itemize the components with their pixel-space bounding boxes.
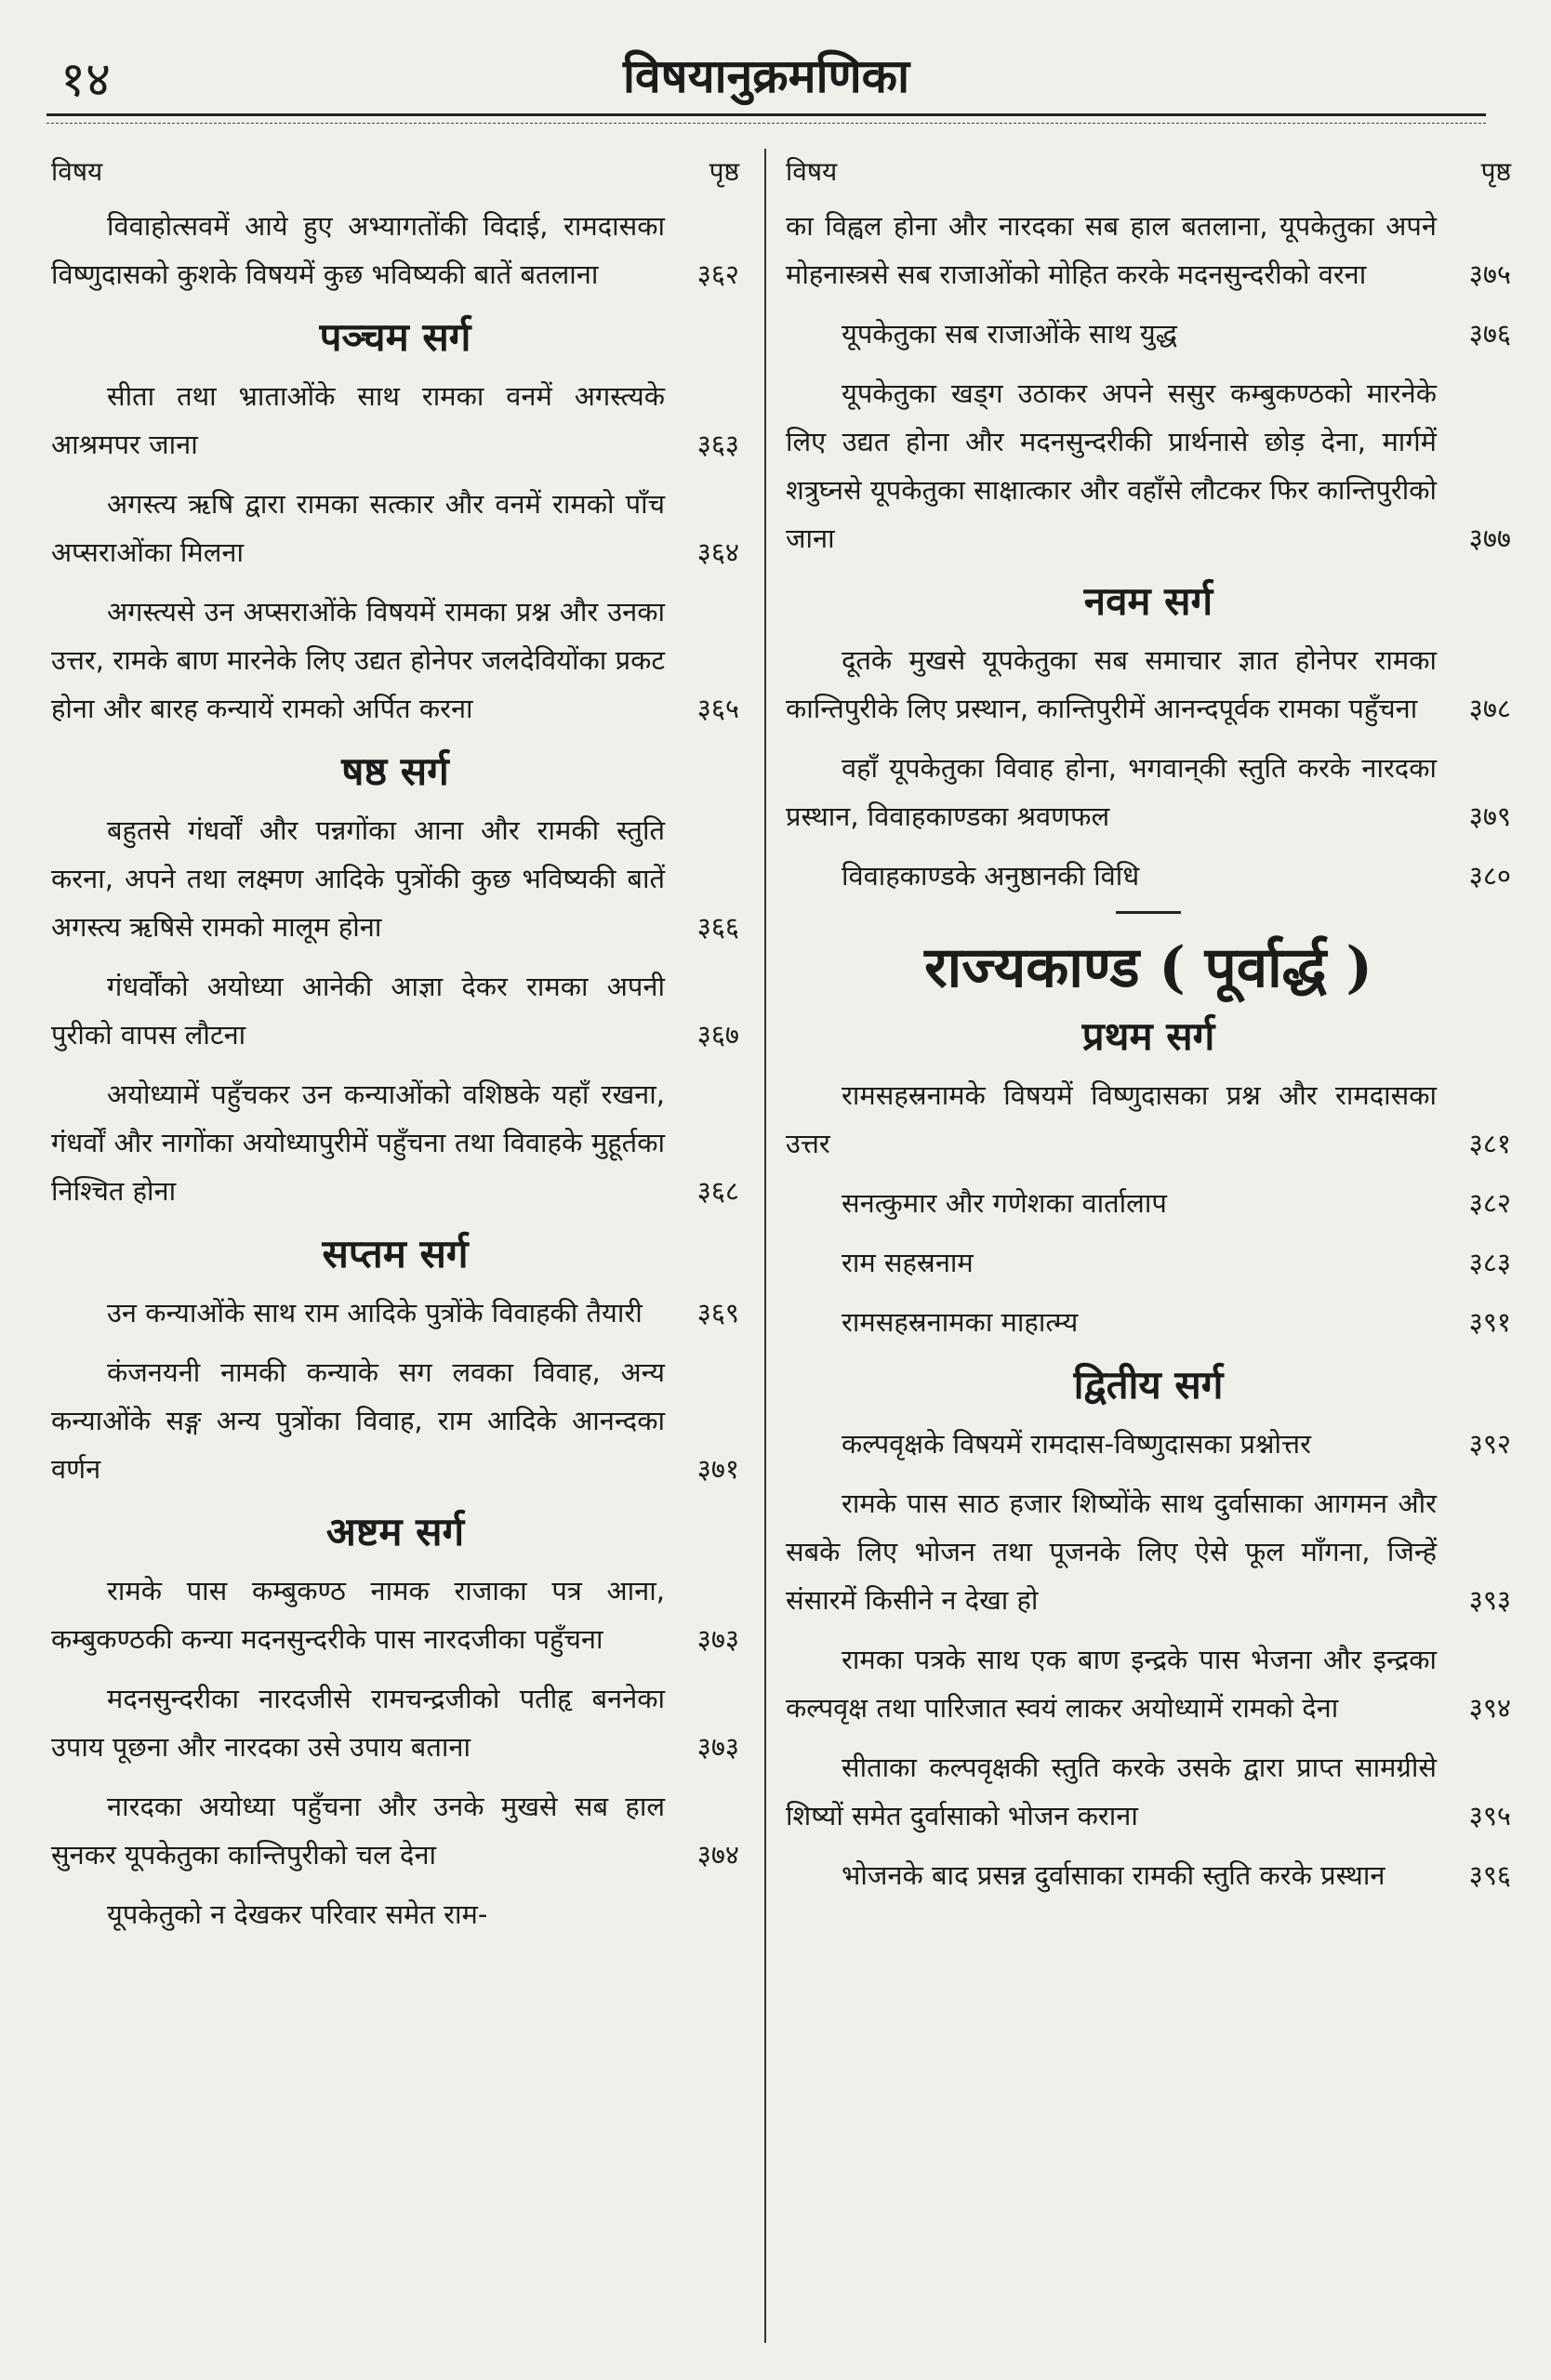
- page-title: विषयानुक्रमणिका: [622, 48, 910, 103]
- entry-text: विवाहकाण्डके अनुष्ठानकी विधि: [842, 860, 1140, 892]
- right-column-header: [786, 153, 1511, 189]
- toc-entry: [786, 202, 1511, 298]
- column-divider: [764, 149, 766, 2343]
- entry-page: ३८३: [1468, 1247, 1511, 1278]
- section-title: पञ्चम सर्ग: [319, 314, 471, 360]
- entry-text: वहाँ यूपकेतुका विवाह होना, भगवान्‌की स्तुति करके नारदका प्रस्थान, विवाहकाण्डका श्रवणफल: [786, 752, 1437, 832]
- entry-page: ३९३: [1468, 1584, 1511, 1616]
- entry-page: ३६९: [696, 1297, 739, 1329]
- entry-text: सीताका कल्पवृक्षकी स्तुति करके उसके द्वारा प्राप्त सामग्रीसे शिष्यों समेत दुर्वासाको भोजन कराना: [786, 1752, 1437, 1831]
- left-column-header: [51, 153, 739, 189]
- toc-entry: [51, 1070, 739, 1215]
- entry-text: सनत्कुमार और गणेशका वार्तालाप: [842, 1187, 1167, 1219]
- entry-text: बहुतसे गंधर्वों और पन्नगोंका आना और रामकी स्तुति करना, अपने तथा लक्ष्मण आदिके पुत्रोंकी कुछ भविष्यकी बातें अगस्त्य ऋषिसे रामको मालूम होना: [51, 814, 665, 943]
- entry-page: ३७३: [696, 1623, 739, 1655]
- toc-entry: [786, 744, 1511, 840]
- toc-entry: [786, 1071, 1511, 1168]
- entry-text: भोजनके बाद प्रसन्न दुर्वासाका रामकी स्तुति करके प्रस्थान: [842, 1859, 1385, 1891]
- entry-page: ३७३: [696, 1731, 739, 1763]
- entry-page: ३६३: [696, 429, 739, 460]
- entry-text: रामके पास कम्बुकण्ठ नामक राजाका पत्र आना, कम्बुकण्ठकी कन्या मदनसुन्दरीके पास नारदजीका पहुँचना: [51, 1575, 665, 1655]
- page-number: १४: [60, 52, 112, 108]
- section-title: सप्तम सर्ग: [322, 1231, 469, 1276]
- toc-entry: [786, 1635, 1511, 1732]
- right-column: [786, 153, 1511, 2343]
- toc-entry: [786, 852, 1511, 900]
- entry-text: कंजनयनी नामकी कन्याके सग लवका विवाह, अन्य कन्याओंके सङ्ग अन्य पुत्रोंका विवाह, राम आदिके आनन्दका वर्णन: [51, 1356, 665, 1485]
- toc-entry: [51, 1567, 739, 1663]
- header-rule-dashed: [46, 123, 1486, 124]
- toc-entry: [51, 588, 739, 733]
- entry-text: मदनसुन्दरीका नारदजीसे रामचन्द्रजीको पतीहृ बननेका उपाय पूछना और नारदका उसे उपाय बताना: [51, 1683, 665, 1763]
- page-header: [46, 37, 1486, 121]
- divider: [1116, 911, 1181, 914]
- entry-text: कल्पवृक्षके विषयमें रामदास-विष्णुदासका प्रश्नोत्तर: [842, 1428, 1311, 1460]
- toc-entry: [51, 806, 739, 951]
- entry-page: ३९२: [1468, 1428, 1511, 1460]
- entry-page: ३७८: [1468, 693, 1511, 724]
- entry-page: ३८१: [1468, 1128, 1511, 1159]
- entry-text: रामका पत्रके साथ एक बाण इन्द्रके पास भेजना और इन्द्रका कल्पवृक्ष तथा पारिजात स्वयं लाकर अयोध्यामें रामको देना: [786, 1644, 1437, 1724]
- entry-page: ३७६: [1468, 318, 1511, 350]
- entry-page: ३६५: [696, 693, 739, 724]
- entry-page: ३७४: [696, 1839, 739, 1871]
- toc-entry: [51, 1674, 739, 1771]
- entry-page: ३७९: [1468, 800, 1511, 832]
- toc-entry: [51, 480, 739, 576]
- page-heading: पृष्ठ: [709, 156, 739, 187]
- toc-entry: [786, 1298, 1511, 1346]
- toc-entry: [51, 1348, 739, 1493]
- entry-page: ३९४: [1468, 1692, 1511, 1724]
- entry-text: रामसहस्रनामका माहात्म्य: [842, 1306, 1079, 1338]
- entry-text: राम सहस्रनाम: [842, 1247, 974, 1278]
- entry-page: ३८२: [1468, 1187, 1511, 1219]
- left-column: [51, 153, 739, 2343]
- toc-entry: [51, 202, 739, 298]
- entry-text: अगस्त्यसे उन अप्सराओंके विषयमें रामका प्रश्न और उनका उत्तर, रामके बाण मारनेके लिए उद्यत होनेपर जलदेवियोंका प्रकट होना और बारह कन्यायें रामको अर्पित करना: [51, 596, 665, 724]
- toc-entry: [51, 1289, 739, 1337]
- entry-page: ३९६: [1468, 1859, 1511, 1891]
- toc-entry: [786, 1851, 1511, 1899]
- entry-page: ३६४: [696, 536, 739, 568]
- subject-heading: विषय: [786, 156, 838, 187]
- entry-text: यूपकेतुको न देखकर परिवार समेत राम-: [107, 1898, 488, 1930]
- toc-entry: [786, 369, 1511, 562]
- section-title: नवम सर्ग: [1083, 578, 1213, 624]
- entry-text: नारदका अयोध्या पहुँचना और उनके मुखसे सब हाल सुनकर यूपकेतुका कान्तिपुरीको चल देना: [51, 1791, 665, 1871]
- page-heading: पृष्ठ: [1480, 156, 1511, 187]
- entry-page: ३९५: [1468, 1800, 1511, 1831]
- entry-text: विवाहोत्सवमें आये हुए अभ्यागतोंकी विदाई, रामदासका विष्णुदासको कुशके विषयमें कुछ भविष्यकी बातें बतलाना: [51, 210, 665, 290]
- section-title: अष्टम सर्ग: [325, 1509, 465, 1554]
- entry-text: रामके पास साठ हजार शिष्योंके साथ दुर्वासाका आगमन और सबके लिए भोजन तथा पूजनके लिए ऐसे फूल माँगना, जिन्हें संसारमें किसीने न देखा हो: [786, 1488, 1437, 1616]
- toc-entry: [51, 1782, 739, 1879]
- section-title: द्वितीय सर्ग: [1073, 1362, 1224, 1408]
- toc-entry: [786, 1179, 1511, 1227]
- entry-text: सीता तथा भ्राताओंके साथ रामका वनमें अगस्त्यके आश्रमपर जाना: [51, 380, 665, 460]
- entry-text: गंधर्वोंको अयोध्या आनेकी आज्ञा देकर रामका अपनी पुरीको वापस लौटना: [51, 971, 665, 1051]
- toc-entry: [786, 1420, 1511, 1468]
- entry-page: ३६२: [696, 258, 739, 290]
- entry-text: अयोध्यामें पहुँचकर उन कन्याओंको वशिष्ठके यहाँ रखना, गंधर्वों और नागोंका अयोध्यापुरीमें पहुँचना तथा विवाहके मुहूर्तका निश्चित होना: [51, 1078, 665, 1207]
- entry-text: यूपकेतुका खड्ग उठाकर अपने ससुर कम्बुकण्ठको मारनेके लिए उद्यत होना और मदनसुन्दरीकी प्रार्थनासे छोड़ देना, मार्गमें शत्रुघ्नसे यूपकेतुका साक्षात्कार और वहाँसे लौटकर फिर कान्तिपुरीको जाना: [786, 377, 1437, 554]
- header-rule: [46, 113, 1486, 116]
- entry-page: ३७५: [1468, 258, 1511, 290]
- toc-entry: [786, 1743, 1511, 1840]
- toc-entry: [786, 1238, 1511, 1287]
- entry-page: ३६८: [696, 1175, 739, 1207]
- entry-text: यूपकेतुका सब राजाओंके साथ युद्ध: [842, 318, 1177, 350]
- entry-text: दूतके मुखसे यूपकेतुका सब समाचार ज्ञात होनेपर रामका कान्तिपुरीके लिए प्रस्थान, कान्तिपुरीमें आनन्दपूर्वक रामका पहुँचना: [786, 644, 1437, 724]
- toc-entry: [51, 962, 739, 1059]
- section-title: प्रथम सर्ग: [1081, 1013, 1215, 1059]
- entry-text: अगस्त्य ऋषि द्वारा रामका सत्कार और वनमें रामको पाँच अप्सराओंका मिलना: [51, 488, 665, 568]
- entry-page: ३६६: [696, 911, 739, 943]
- entry-page: ३६७: [696, 1019, 739, 1051]
- entry-page: ३८०: [1468, 860, 1511, 892]
- toc-entry: [786, 636, 1511, 733]
- entry-page: ३७७: [1468, 522, 1511, 554]
- entry-text: का विह्वल होना और नारदका सब हाल बतलाना, यूपकेतुका अपने मोहनास्त्रसे सब राजाओंको मोहित करके मदनसुन्दरीको वरना: [786, 210, 1437, 290]
- entry-text: उन कन्याओंके साथ राम आदिके पुत्रोंके विवाहकी तैयारी: [107, 1297, 643, 1329]
- subject-heading: विषय: [51, 156, 103, 187]
- toc-entry: [786, 1479, 1511, 1624]
- toc-entry: [51, 372, 739, 469]
- entry-text: रामसहस्रनामके विषयमें विष्णुदासका प्रश्न और रामदासका उत्तर: [786, 1079, 1437, 1159]
- entry-page: ३७१: [696, 1453, 739, 1485]
- section-title: षष्ठ सर्ग: [341, 748, 449, 794]
- kanda-title: राज्यकाण्ड ( पूर्वार्द्ध ): [924, 935, 1372, 1000]
- entry-page: ३९१: [1468, 1306, 1511, 1338]
- toc-entry: [51, 1890, 739, 1938]
- toc-entry: [786, 310, 1511, 358]
